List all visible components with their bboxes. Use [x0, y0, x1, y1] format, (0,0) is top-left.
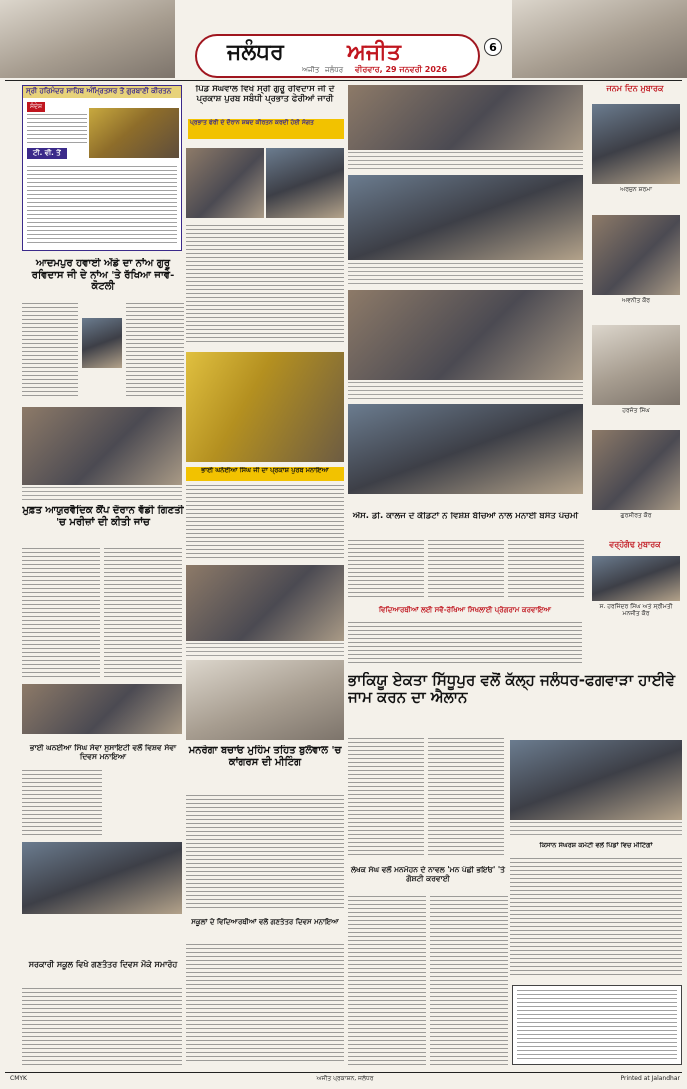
story-a2-portrait [82, 318, 122, 368]
masthead-title-right: ਅਜੀਤ [347, 40, 401, 65]
story-a7-photo [186, 565, 344, 641]
birthday-photo-2 [592, 215, 680, 295]
story-a8-headline: ਐੱਸ. ਡੀ. ਕਾਲਜ ਦੇ ਕੈਡਿਟਾਂ ਨੇ ਵਿਸ਼ੇਸ਼ ਬੱਚਿਆਂ ਨਾਲ ਮਨਾਈ ਬਸੰਤ ਪੰਚਮੀ [352, 512, 579, 521]
story-a3-body-2 [104, 548, 182, 678]
story-a4-headline: ਭਾਈ ਘਨੱਈਆ ਸਿੰਘ ਜੀ ਦਾ ਪ੍ਰਕਾਸ਼ ਪੁਰਬ ਮਨਾਇਆ [186, 467, 344, 481]
story-a8-photo-top [348, 290, 583, 380]
masthead-sub-left: ਅਜੀਤ [302, 66, 320, 74]
gurbani-tv-label: ਟੀ. ਵੀ. ਤੋਂ [27, 148, 67, 159]
anniversary-caption: ਸ. ਹਰਜਿੰਦਰ ਸਿੰਘ ਅਤੇ ਸ੍ਰੀਮਤੀ ਮਨਜੀਤ ਕੌਰ [599, 603, 673, 618]
story-a10-body [348, 622, 582, 666]
story-a2-body-2 [126, 303, 184, 399]
story-a2-body-1 [22, 303, 78, 399]
story-a5-photo [22, 684, 182, 734]
story-a8-body-3 [508, 540, 584, 598]
story-a2-headline: ਆਦਮਪੁਰ ਹਵਾਈ ਅੱਡੇ ਦਾ ਨਾਂਅ ਗੁਰੂ ਰਵਿਦਾਸ ਜੀ ਦੇ ਨਾਂਅ 'ਤੇ ਰੱਖਿਆ ਜਾਵੇ- ਕੋਟਲੀ [31, 258, 175, 292]
masthead-sub-right: ਜਲੰਧਰ [325, 66, 344, 74]
birthday-photo-4 [592, 430, 680, 510]
masthead-date: ਵੀਰਵਾਰ, 29 ਜਨਵਰੀ 2026 [355, 65, 448, 74]
story-a3-body-1 [22, 548, 100, 678]
story-a7-caption [186, 643, 344, 657]
story-a1-photo-left [186, 148, 264, 218]
birthday-photo-1 [592, 104, 680, 184]
story-a13-caption [348, 263, 583, 285]
story-a9-headline: ਮਨਰੇਗਾ ਬਚਾਓ ਮੁਹਿੰਮ ਤਹਿਤ ਬੁਲੋਵਾਲ 'ਚ ਕਾਂਗਰਸ ਦੀ ਮੀਟਿੰਗ [188, 745, 342, 768]
gurbani-channel-label: ਸੰਦੇਸ਼ [27, 102, 45, 112]
gurbani-box [22, 85, 182, 251]
story-a12-headline: ਕਿਸਾਨ ਸੰਘਰਸ਼ ਕਮੇਟੀ ਵਲੋਂ ਪਿੰਡਾਂ ਵਿਚ ਮੀਟਿੰਗਾਂ [539, 842, 653, 849]
birthday-name-3: ਹਰਜੋਤ ਸਿੰਘ [622, 407, 650, 414]
story-a8-caption [348, 382, 583, 400]
imprint-text [517, 990, 677, 1060]
story-a8-body-2 [428, 540, 504, 598]
masthead-title-left: ਜਲੰਧਰ [227, 40, 284, 65]
story-a4-photo [186, 352, 344, 462]
story-a9-body [186, 795, 344, 910]
footer-right: Printed at Jalandhar [620, 1075, 680, 1082]
birthday-name-1: ਅਰਜੁਨ ਸ਼ਰਮਾ [620, 186, 652, 193]
page-number: 6 [489, 41, 497, 54]
story-a11-caption [510, 822, 682, 838]
masthead-rule [5, 80, 682, 81]
gurbani-schedule-text [27, 166, 177, 246]
story-a11-body-2 [428, 738, 504, 858]
story-a1-subhead: ਪ੍ਰਭਾਤ ਫੇਰੀ ਦੇ ਦੌਰਾਨ ਸ਼ਬਦ ਕੀਰਤਨ ਕਰਦੀ ਹੋਈ ਸੰਗਤ [188, 119, 344, 139]
story-a7-body [186, 944, 344, 1064]
anniversary-photo [592, 556, 680, 601]
story-a1-headline: ਪਿੰਡ ਸੰਘਵਾਲ ਵਿਖੇ ਸ੍ਰੀ ਗੁਰੂ ਰਵਿਦਾਸ ਜੀ ਦੇ ਪ੍ਰਕਾਸ਼ ਪੁਰਬ ਸਬੰਧੀ ਪ੍ਰਭਾਤ ਫੇਰੀਆਂ ਜਾਰੀ [195, 85, 335, 104]
footer-rule [5, 1072, 682, 1073]
golden-temple-photo [89, 108, 179, 158]
story-a13-headline: ਲੇਖਕ ਸੰਘ ਵਲੋਂ ਮਨਮੋਹਨ ਦੇ ਨਾਵਲ 'ਮਨ ਪੰਛੀ ਭਇਓ' 'ਤੇ ਗੋਸ਼ਟੀ ਕਰਵਾਈ [350, 866, 505, 883]
birthday-photo-3 [592, 325, 680, 405]
story-a3-photo [22, 407, 182, 485]
story-a13-body-1 [348, 896, 426, 1066]
story-a6-photo [22, 842, 182, 914]
story-a4-body [186, 485, 344, 560]
birthday-name-2: ਅਵਨੀਤ ਕੌਰ [621, 297, 651, 304]
story-a1-main-caption [348, 152, 583, 170]
story-a3-caption [22, 487, 182, 501]
story-a5-headline: ਭਾਈ ਘਨਈਆ ਸਿੰਘ ਸੇਵਾ ਸੁਸਾਇਟੀ ਵਲੋਂ ਵਿਸ਼ਵ ਸੇਵਾ ਦਿਵਸ ਮਨਾਇਆ [29, 744, 177, 761]
story-a11-photo [510, 740, 682, 820]
story-a13-body-2 [430, 896, 508, 1066]
story-a14-body [22, 988, 182, 1066]
masthead-left-building-photo [0, 0, 175, 78]
story-a12-body [510, 858, 682, 978]
footer-left: CMYK [10, 1075, 27, 1082]
story-a1-body [186, 225, 344, 345]
gurbani-box-title: ਸ੍ਰੀ ਹਰਿਮੰਦਰ ਸਾਹਿਬ ਅੰਮ੍ਰਿਤਸਰ ਤੋਂ ਗੁਰਬਾਣੀ ਕੀਰਤਨ [23, 86, 181, 98]
story-a1-main-photo [348, 85, 583, 150]
birthday-heading: ਜਨਮ ਦਿਨ ਮੁਬਾਰਕ [606, 84, 664, 93]
story-a10-headline: ਵਿਦਿਆਰਥੀਆਂ ਲਈ ਸਵੈ-ਰੱਖਿਆ ਸਿਖਲਾਈ ਪ੍ਰੋਗਰਾਮ ਕਰਵਾਇਆ [378, 606, 552, 614]
masthead-banner [195, 34, 480, 78]
story-a9-photo [186, 660, 344, 740]
story-a3-headline: ਮੁਫ਼ਤ ਆਯੁਰਵੈਦਿਕ ਕੈਂਪ ਦੌਰਾਨ ਵੱਡੀ ਗਿਣਤੀ 'ਚ ਮਰੀਜ਼ਾਂ ਦੀ ਕੀਤੀ ਜਾਂਚ [22, 505, 184, 528]
anniversary-heading: ਵਰ੍ਹੇਗੰਢ ਮੁਬਾਰਕ [609, 540, 661, 549]
masthead-right-building-photo [512, 0, 687, 78]
story-a7-headline: ਸਕੂਲਾਂ ਦੇ ਵਿਦਿਆਰਥੀਆਂ ਵਲੋਂ ਗਣਤੰਤਰ ਦਿਵਸ ਮਨਾਇਆ [191, 918, 339, 926]
story-a11-body-1 [348, 738, 424, 858]
story-a1-photo-right [266, 148, 344, 218]
footer-copyright: ਅਜੀਤ ਪ੍ਰਕਾਸ਼ਨ, ਜਲੰਧਰ [316, 1075, 374, 1082]
story-a13-photo [348, 175, 583, 260]
birthday-name-4: ਗੁਰਸੀਰਤ ਕੌਰ [620, 512, 652, 519]
story-a8-body-1 [348, 540, 424, 598]
story-a5-body [22, 770, 102, 838]
story-a11-headline: ਭਾਕਿਯੂ ਏਕਤਾ ਸਿੱਧੂਪੁਰ ਵਲੋਂ ਕੱਲ੍ਹ ਜਲੰਧਰ-ਫਗਵਾੜਾ ਹਾਈਵੇ ਜਾਮ ਕਰਨ ਦਾ ਐਲਾਨ [348, 672, 676, 707]
page-number-badge [484, 38, 502, 56]
story-a8-photo-bottom [348, 404, 583, 494]
gurbani-text-block [27, 114, 87, 144]
imprint-box [512, 985, 682, 1065]
story-a14-headline: ਸਰਕਾਰੀ ਸਕੂਲ ਵਿਖੇ ਗਣਤੰਤਰ ਦਿਵਸ ਮੌਕੇ ਸਮਾਰੋਹ [28, 960, 178, 969]
